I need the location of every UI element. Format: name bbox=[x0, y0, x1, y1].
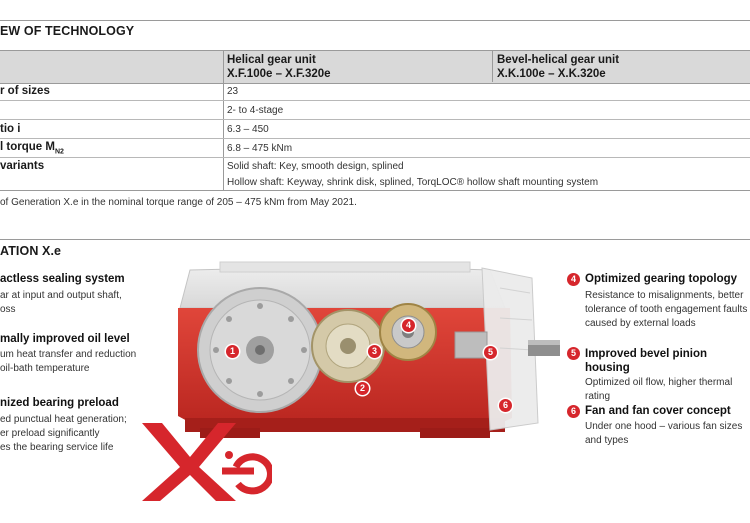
feature-6-text: Under one hood – various fan sizes and types bbox=[585, 421, 743, 446]
top-rule bbox=[0, 20, 750, 21]
feature-5-title: Improved bevel pinion housing bbox=[585, 348, 708, 374]
cell-variants-solid: Solid shaft: Key, smooth design, splined bbox=[227, 161, 404, 172]
xe-logo bbox=[132, 405, 272, 505]
cell-stages: 2- to 4-stage bbox=[227, 105, 284, 116]
feature-1-text: ar at input and output shaft, oss bbox=[0, 290, 122, 315]
feature-1-title: actless sealing system bbox=[0, 273, 125, 285]
table-bottom-rule bbox=[0, 190, 750, 191]
column-header-helical: Helical gear unit X.F.100e – X.F.320e bbox=[227, 54, 331, 80]
marker-6: 6 bbox=[499, 399, 512, 412]
marker-5: 5 bbox=[484, 346, 497, 359]
row-divider bbox=[0, 157, 750, 158]
row-label-variants: variants bbox=[0, 160, 45, 172]
marker-2: 2 bbox=[356, 382, 369, 395]
row-label-sizes: r of sizes bbox=[0, 85, 50, 97]
row-label-ratio: tio i bbox=[0, 123, 21, 135]
feature-6-title: Fan and fan cover concept bbox=[585, 405, 731, 417]
feature-5-badge: 5 bbox=[567, 347, 580, 360]
row-divider bbox=[0, 119, 750, 120]
feature-3-title: nized bearing preload bbox=[0, 397, 119, 409]
generation-title: ATION X.e bbox=[0, 244, 62, 258]
row-label-torque: l torque $M_{N2}$ bbox=[0, 141, 64, 156]
feature-2-title: mally improved oil level bbox=[0, 333, 130, 345]
feature-5-text: Optimized oil flow, higher thermal rating bbox=[585, 377, 733, 402]
cell-torque: 6.8 – 475 kNm bbox=[227, 143, 293, 154]
row-divider bbox=[0, 100, 750, 101]
column-divider-2 bbox=[492, 50, 493, 82]
cell-variants-hollow: Hollow shaft: Keyway, shrink disk, splined, TorqLOC® hollow shaft mounting system bbox=[227, 177, 599, 188]
feature-3-text: ed punctual heat generation; er preload significantly es the bearing service life bbox=[0, 414, 127, 453]
column-header-bevel-helical: Bevel-helical gear unit X.K.100e – X.K.320e bbox=[497, 54, 620, 80]
feature-2-text: um heat transfer and reduction oil-bath temperature bbox=[0, 349, 137, 374]
marker-1: 1 bbox=[226, 345, 239, 358]
cell-sizes: 23 bbox=[227, 86, 239, 97]
overview-title: EW OF TECHNOLOGY bbox=[0, 24, 135, 38]
feature-4-title: Optimized gearing topology bbox=[585, 273, 738, 285]
feature-4-badge: 4 bbox=[567, 273, 580, 286]
cell-ratio: 6.3 – 450 bbox=[227, 124, 269, 135]
feature-4-text: Resistance to misalignments, better tolerance of tooth engagement faults caused by external loads bbox=[585, 290, 748, 329]
feature-6-badge: 6 bbox=[567, 405, 580, 418]
section-rule bbox=[0, 239, 750, 240]
row-divider bbox=[0, 138, 750, 139]
marker-4: 4 bbox=[402, 319, 415, 332]
column-divider-1 bbox=[223, 50, 224, 190]
table-header bbox=[0, 50, 750, 84]
marker-3: 3 bbox=[368, 345, 381, 358]
footnote: of Generation X.e in the nominal torque range of 205 – 475 kNm from May 2021. bbox=[0, 197, 357, 208]
